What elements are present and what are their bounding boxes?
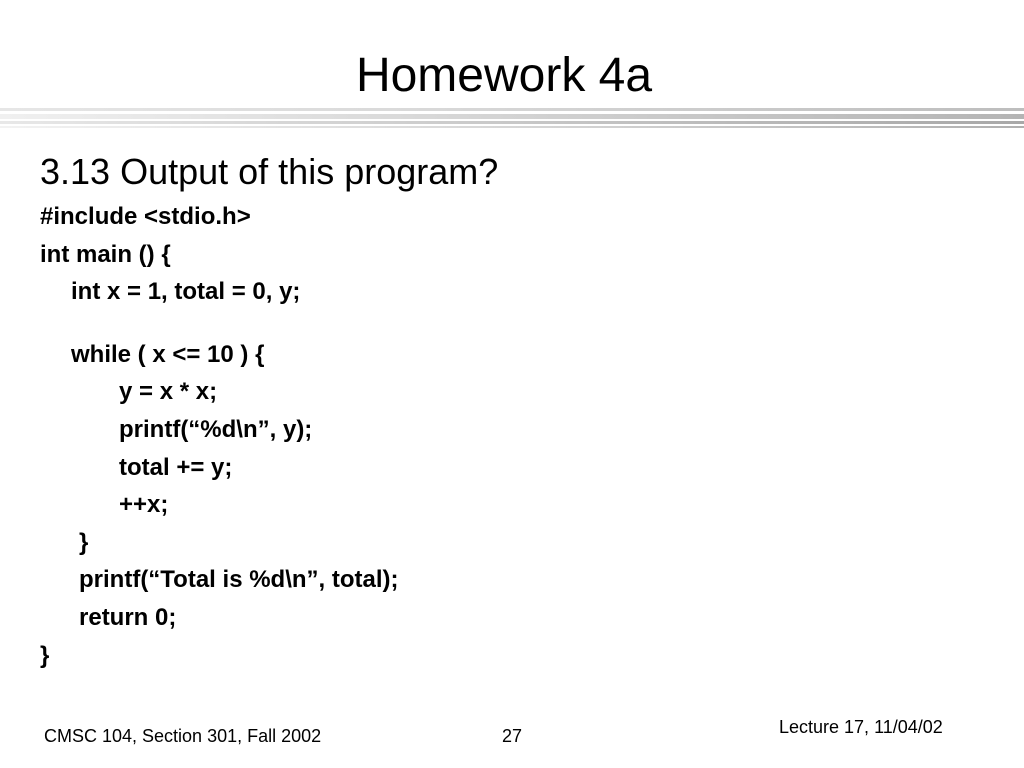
code-line: printf(“Total is %d\n”, total); xyxy=(79,566,399,594)
code-line: ++x; xyxy=(119,491,169,519)
code-line: return 0; xyxy=(79,603,177,631)
code-listing xyxy=(40,198,399,669)
code-line: #include <stdio.h> xyxy=(40,203,251,230)
slide-title: Homework 4a xyxy=(355,49,653,102)
code-line: } xyxy=(79,528,89,556)
footer-lecture: Lecture 17, 11/04/02 xyxy=(779,717,943,737)
code-line: y = x * x; xyxy=(119,378,218,406)
title-divider xyxy=(0,108,1024,132)
code-line: printf(“%d\n”, y); xyxy=(119,415,313,443)
question-heading: 3.13 Output of this program? xyxy=(40,151,499,192)
code-line: } xyxy=(40,641,50,669)
page-number: 27 xyxy=(502,726,523,746)
code-line: total += y; xyxy=(119,453,233,481)
code-line: while ( x <= 10 ) { xyxy=(71,340,265,368)
footer-course: CMSC 104, Section 301, Fall 2002 xyxy=(44,726,322,746)
blank-line xyxy=(40,311,399,331)
code-line: int x = 1, total = 0, y; xyxy=(71,278,301,306)
code-line: int main () { xyxy=(40,240,171,268)
